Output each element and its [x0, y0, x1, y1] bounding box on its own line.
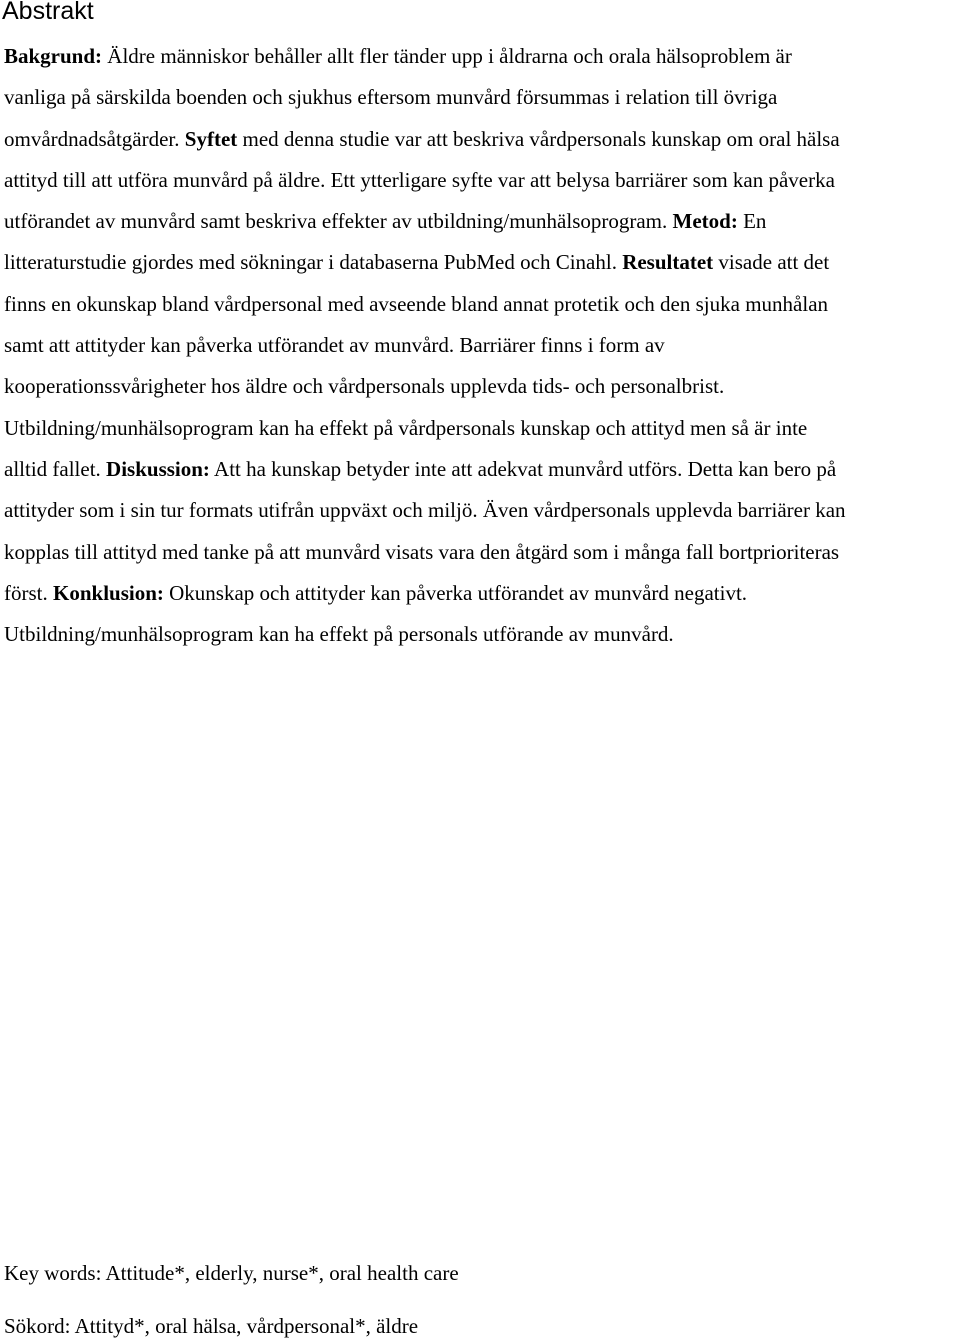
abstract-text: Utbildning/munhälsoprogram kan ha effekt på personals utförande av munvård.: [4, 622, 674, 647]
abstract-line: [4, 77, 960, 118]
abstract-text: Äldre människor behåller allt fler tänder upp i åldrarna och orala hälsoproblem är: [102, 44, 792, 68]
abstract-line: [4, 160, 960, 201]
abstract-line: [4, 573, 960, 614]
abstract-line: [4, 325, 960, 366]
abstract-section-label: Resultatet: [622, 250, 714, 275]
abstract-text: samt att attityder kan påverka utförandet av munvård. Barriärer finns i form av: [4, 333, 665, 358]
keywords-line: Key words: Attitude*, elderly, nurse*, oral health care: [4, 1261, 459, 1285]
abstract-line: [4, 119, 960, 160]
abstract-line: [4, 284, 960, 325]
abstract-text: alltid fallet.: [4, 456, 107, 481]
abstract-line: [4, 36, 960, 77]
abstract-text: kooperationssvårigheter hos äldre och vårdpersonals upplevda tids- och personalbrist.: [4, 374, 725, 399]
abstract-text: Utbildning/munhälsoprogram kan ha effekt på vårdpersonals kunskap och attityd men så är inte: [4, 415, 808, 440]
abstract-section-label: Diskussion:: [106, 456, 210, 481]
sokord-line: Sökord: Attityd*, oral hälsa, vårdpersonal*, äldre: [4, 1314, 419, 1338]
abstract-body: [4, 36, 960, 655]
abstract-line: [4, 242, 960, 283]
page-title: Abstrakt: [2, 0, 94, 25]
abstract-line: [4, 201, 960, 242]
abstract-line: [4, 408, 960, 449]
abstract-text: visade att det: [713, 250, 830, 275]
abstract-line: [4, 366, 960, 407]
abstract-text: omvårdnadsåtgärder.: [4, 126, 185, 151]
abstract-line: [4, 449, 960, 490]
abstract-text: utförandet av munvård samt beskriva effekter av utbildning/munhälsoprogram.: [4, 209, 673, 234]
abstract-text: med denna studie var att beskriva vårdpersonals kunskap om oral hälsa: [237, 126, 840, 151]
abstract-text: finns en okunskap bland vårdpersonal med avseende bland annat protetik och den sjuka munhålan: [4, 291, 829, 316]
abstract-section-label: Konklusion:: [53, 580, 164, 605]
abstract-line: [4, 614, 960, 655]
abstract-section-label: Metod:: [672, 209, 738, 234]
abstract-text: Att ha kunskap betyder inte att adekvat munvård utförs. Detta kan bero på: [209, 456, 837, 481]
abstract-section-label: Bakgrund:: [4, 44, 103, 68]
abstract-text: attityd till att utföra munvård på äldre. Ett ytterligare syfte var att belysa barriärer som kan påverka: [4, 167, 835, 192]
abstract-section-label: Syftet: [184, 126, 238, 151]
abstract-line: [4, 532, 960, 573]
abstract-text: En: [737, 209, 767, 234]
abstract-text: kopplas till attityd med tanke på att munvård visats vara den åtgärd som i många fall bortprioriteras: [4, 539, 840, 564]
abstract-text: Okunskap och attityder kan påverka utförandet av munvård negativt.: [163, 580, 748, 605]
abstract-line: [4, 490, 960, 531]
abstract-text: vanliga på särskilda boenden och sjukhus eftersom munvård försummas i relation till övriga: [4, 85, 778, 110]
abstract-text: attityder som i sin tur formats utifrån uppväxt och miljö. Även vårdpersonals upplevda barriärer kan: [4, 498, 846, 523]
abstract-text: först.: [4, 580, 53, 605]
abstract-text: litteraturstudie gjordes med sökningar i databaserna PubMed och Cinahl.: [4, 250, 623, 275]
